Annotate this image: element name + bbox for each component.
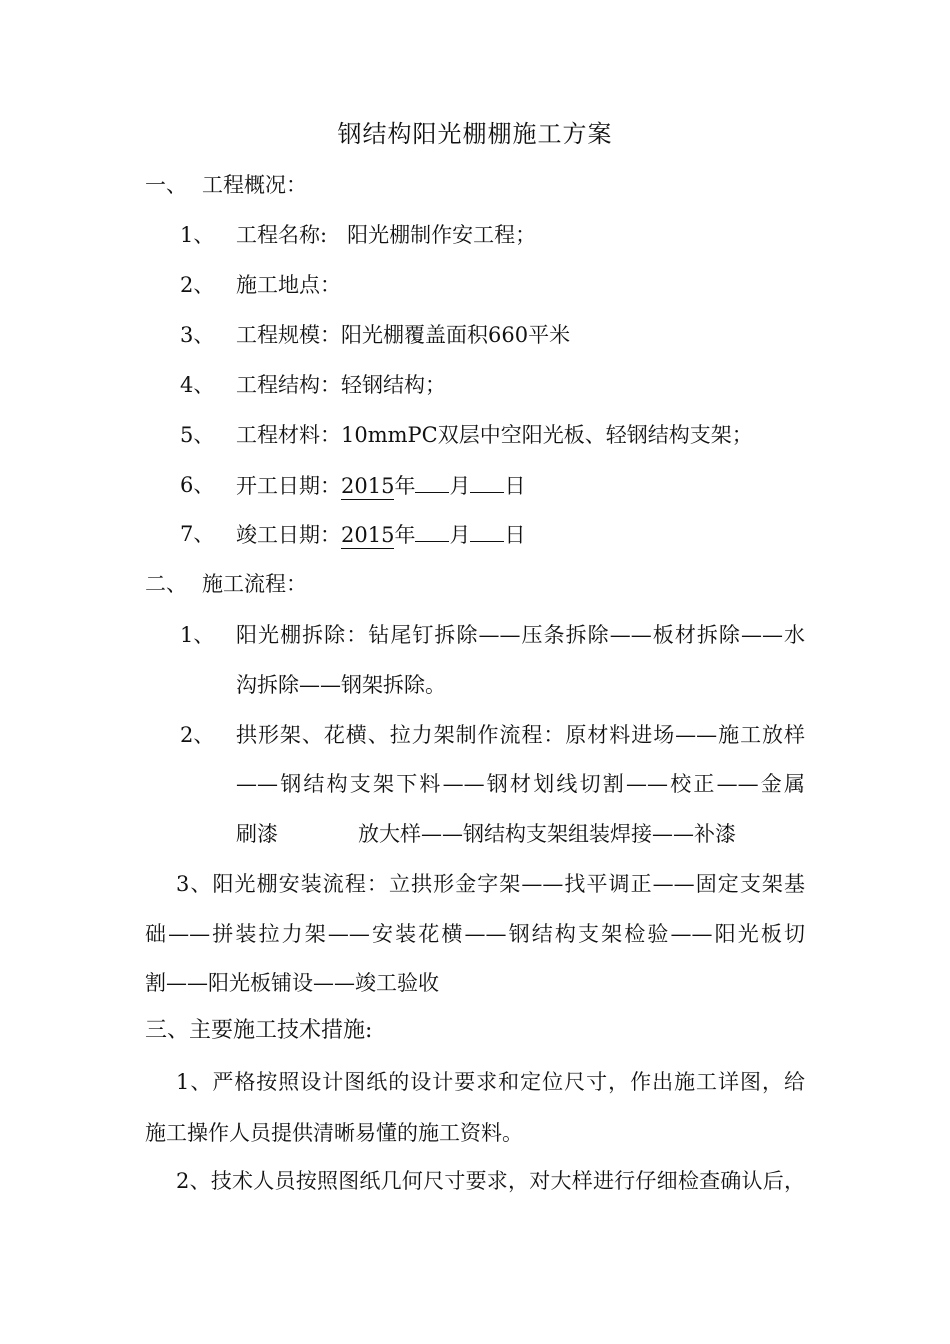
item-label: 工程名称:	[236, 223, 328, 247]
item-number: 5、	[180, 423, 215, 447]
item-text	[236, 318, 570, 352]
item-text	[236, 517, 525, 552]
item-number: 1、	[180, 623, 215, 647]
item-number: 3、	[180, 323, 215, 347]
flow-item-3-line-1: 3、阳光棚安装流程：立拱形金字架——找平调正——固定支架基	[176, 872, 805, 896]
item-value: 阳光棚制作安工程；	[347, 223, 537, 247]
end-year: 2015	[341, 523, 395, 547]
flow-item-2-line-3	[236, 817, 736, 851]
day-blank	[470, 468, 504, 493]
item-value: 轻钢结构；	[341, 373, 446, 397]
day-blank	[470, 517, 504, 542]
section-title: 工程概况：	[202, 173, 307, 197]
item-text	[236, 218, 536, 252]
item-text	[236, 368, 446, 402]
day-unit: 日	[504, 523, 526, 547]
measure-1-line-2: 施工操作人员提供清晰易懂的施工资料。	[145, 1121, 523, 1145]
flow-item-2-line-2: ——钢结构支架下料——钢材划线切割——校正——金属	[236, 772, 805, 796]
item-label: 开工日期：	[236, 474, 341, 498]
flow-item-1-line-1: 阳光棚拆除：钻尾钉拆除——压条拆除——板材拆除——水	[236, 623, 805, 647]
section-number: 二、	[145, 572, 187, 596]
day-unit: 日	[504, 474, 526, 498]
item-label: 工程结构：	[236, 373, 341, 397]
year-unit: 年	[394, 523, 416, 547]
month-unit: 月	[449, 474, 471, 498]
flow-item-3-line-3: 割——阳光板铺设——竣工验收	[145, 971, 439, 995]
item-label: 施工地点：	[236, 273, 341, 297]
item-text	[236, 468, 525, 503]
month-blank	[415, 517, 449, 542]
document-title: 钢结构阳光棚棚施工方案	[337, 120, 613, 148]
flow-item-2-line-1: 拱形架、花横、拉力架制作流程：原材料进场——施工放样	[236, 723, 805, 747]
measure-2-line-1: 2、技术人员按照图纸几何尺寸要求，对大样进行仔细检查确认后，	[176, 1169, 805, 1193]
item-number: 6、	[180, 473, 215, 497]
item-number: 7、	[180, 522, 215, 546]
section-title: 施工流程：	[202, 572, 307, 596]
month-unit: 月	[449, 523, 471, 547]
month-blank	[415, 468, 449, 493]
flow-item-3-line-2: 础——拼装拉力架——安装花横——钢结构支架检验——阳光板切	[145, 922, 805, 946]
measure-1-line-1: 1、严格按照设计图纸的设计要求和定位尺寸，作出施工详图，给	[176, 1070, 805, 1094]
item-value: 10mmPC双层中空阳光板、轻钢结构支架；	[341, 423, 753, 447]
start-year: 2015	[341, 474, 395, 498]
item-number: 2、	[180, 273, 215, 297]
item-label: 竣工日期：	[236, 523, 341, 547]
item-label: 工程材料：	[236, 423, 341, 447]
year-unit: 年	[394, 474, 416, 498]
item-value: 阳光棚覆盖面积660平米	[341, 323, 571, 347]
item-text	[236, 268, 341, 302]
item-label: 工程规模：	[236, 323, 341, 347]
flow-item-1-line-2: 沟拆除——钢架拆除。	[236, 673, 446, 697]
item-number: 2、	[180, 723, 215, 747]
section-3-heading: 三、主要施工技术措施:	[145, 1018, 373, 1043]
item-number: 1、	[180, 223, 215, 247]
section-number: 一、	[145, 173, 187, 197]
item-text	[236, 418, 753, 452]
flow-item-2-line-3a: 刷漆	[236, 822, 278, 846]
item-number: 4、	[180, 373, 215, 397]
flow-item-2-line-3b: 放大样——钢结构支架组装焊接——补漆	[358, 822, 736, 846]
